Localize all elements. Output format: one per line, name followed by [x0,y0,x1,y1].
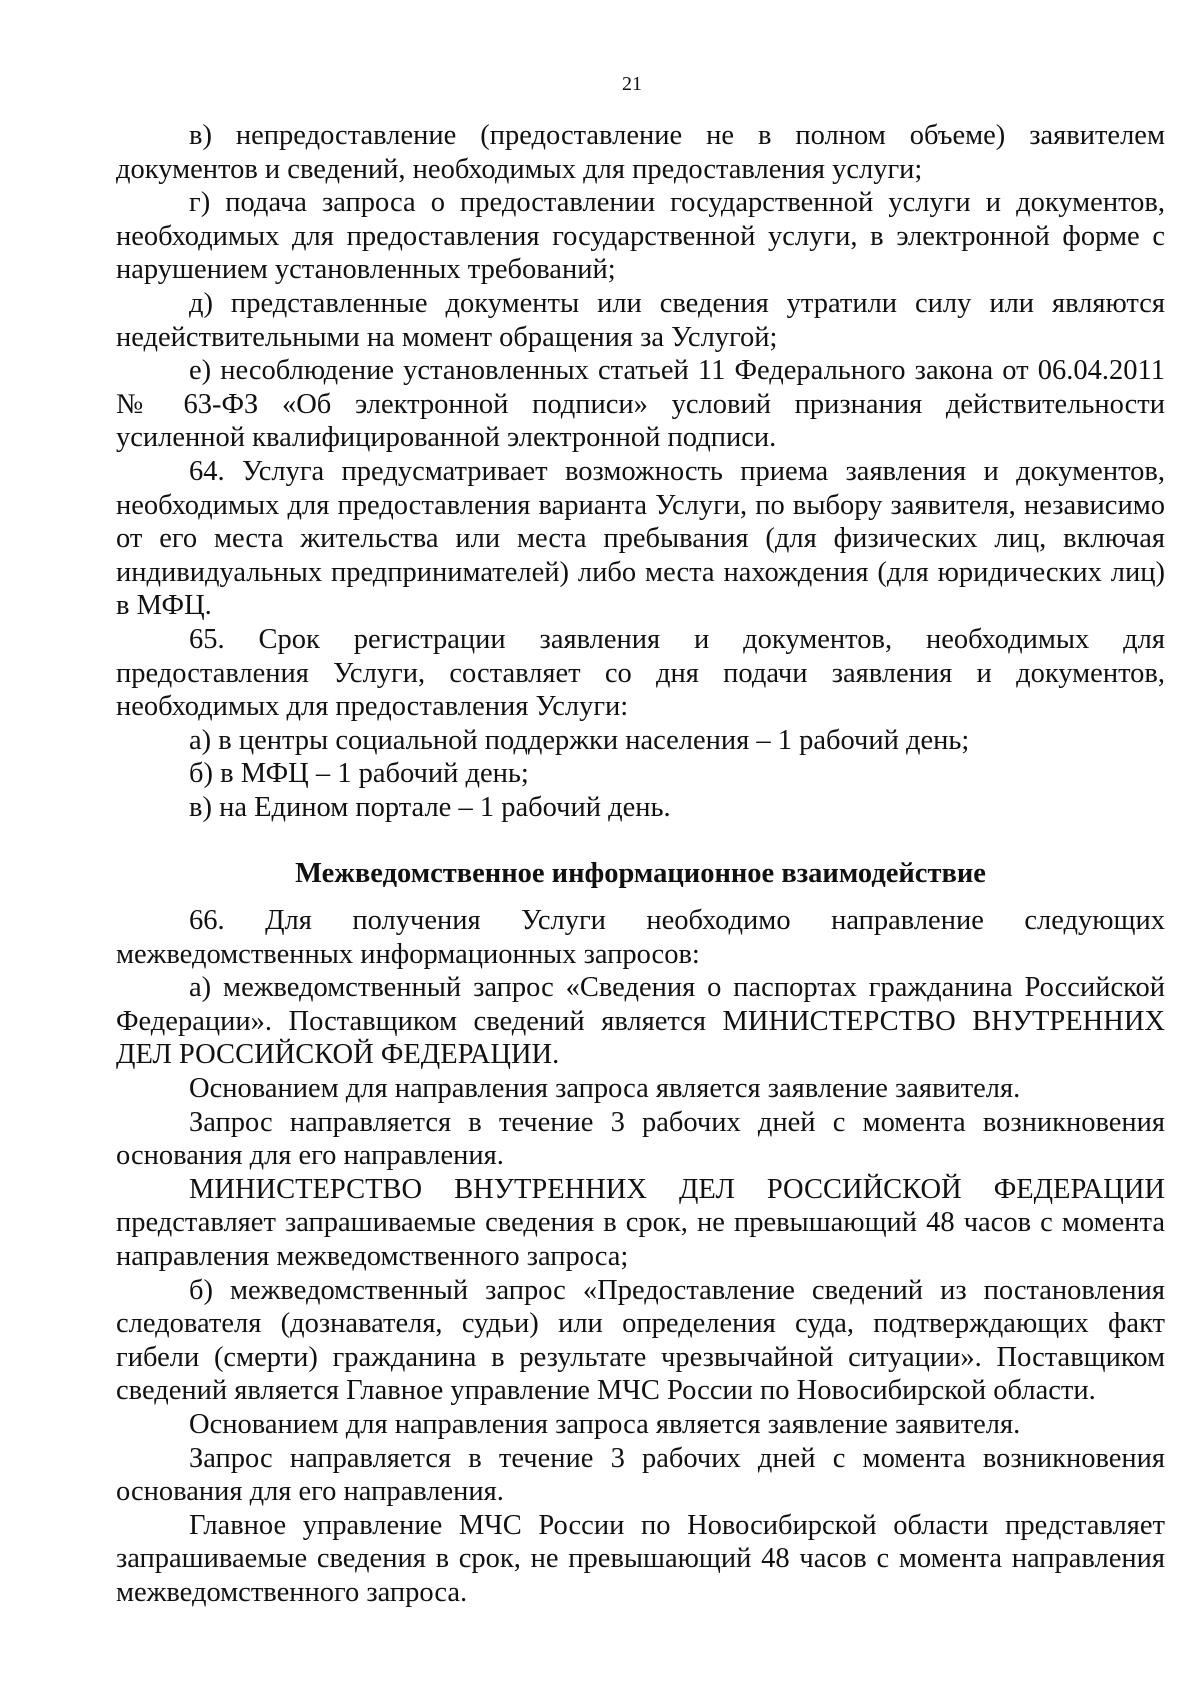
spacer [116,824,1165,857]
paragraph-refusal-item-e: е) несоблюдение установленных статьей 11 Федерального закона от 06.04.2011 № 63-ФЗ «Об электронной подписи» условий признания действительности усиленной квалифицированной электронной подписи. [116,355,1165,454]
paragraph-refusal-item-g: г) подача запроса о предоставлении государственной услуги и документов, необходимых для предоставления государственной услуги, в электронной форме с нарушением установленных требований; [116,187,1165,286]
page-number: 21 [622,73,642,95]
paragraph-refusal-item-d: д) представленные документы или сведения утратили силу или являются недействительными на момент обращения за Услугой; [116,287,1165,353]
paragraph-clause-65-item-b: б) в МФЦ – 1 рабочий день; [189,758,529,790]
paragraph-request-a-response: МИНИСТЕРСТВО ВНУТРЕННИХ ДЕЛ РОССИЙСКОЙ ФЕДЕРАЦИИ представляет запрашиваемые сведения в срок, не превышающий 48 часов с момента направления межведомственного запроса; [116,1173,1165,1272]
paragraph-clause-65-item-a: а) в центры социальной поддержки населения – 1 рабочий день; [189,724,970,756]
paragraph-request-a-timing: Запрос направляется в течение 3 рабочих дней с момента возникновения основания для его направления. [116,1106,1165,1172]
paragraph-request-b-basis: Основанием для направления запроса является заявление заявителя. [189,1408,1021,1440]
paragraph-request-b-timing: Запрос направляется в течение 3 рабочих дней с момента возникновения основания для его направления. [116,1442,1165,1508]
paragraph-clause-66: 66. Для получения Услуги необходимо направление следующих межведомственных информационных запросов: [116,905,1165,970]
document-body [116,119,1165,1610]
paragraph-clause-65-item-v: в) на Едином портале – 1 рабочий день. [189,791,671,823]
paragraph-request-a: а) межведомственный запрос «Сведения о паспортах гражданина Российской Федерации». Поставщиком сведений является МИНИСТЕРСТВО ВНУТРЕННИХ ДЕЛ РОССИЙСКОЙ ФЕДЕРАЦИИ. [116,972,1165,1071]
spacer [116,891,1165,904]
paragraph-request-a-basis: Основанием для направления запроса является заявление заявителя. [189,1073,1021,1105]
paragraph-clause-65: 65. Срок регистрации заявления и документов, необходимых для предоставления Услуги, составляет со дня подачи заявления и документов, необходимых для предоставления Услуги: [116,623,1165,723]
paragraph-clause-64: 64. Услуга предусматривает возможность приема заявления и документов, необходимых для предоставления варианта Услуги, по выбору заявителя, независимо от его места жительства или места пребывания (для физических лиц, включая индивидуальных предпринимателей) либо места нахождения (для юридических лиц) в МФЦ. [116,455,1165,622]
section-heading: Межведомственное информационное взаимодействие [295,858,986,890]
paragraph-refusal-item-v: в) непредоставление (предоставление не в полном объеме) заявителем документов и сведений, необходимых для предоставления услуги; [116,120,1165,185]
paragraph-request-b-response: Главное управление МЧС России по Новосибирской области представляет запрашиваемые сведения в срок, не превышающий 48 часов с момента направления межведомственного запроса. [116,1509,1165,1608]
paragraph-request-b: б) межведомственный запрос «Предоставление сведений из постановления следователя (дознавателя, судьи) или определения суда, подтверждающих факт гибели (смерти) гражданина в результате чрезвычайной ситуации». Поставщиком сведений является Главное управление МЧС России по Новосибирской области. [116,1274,1165,1407]
